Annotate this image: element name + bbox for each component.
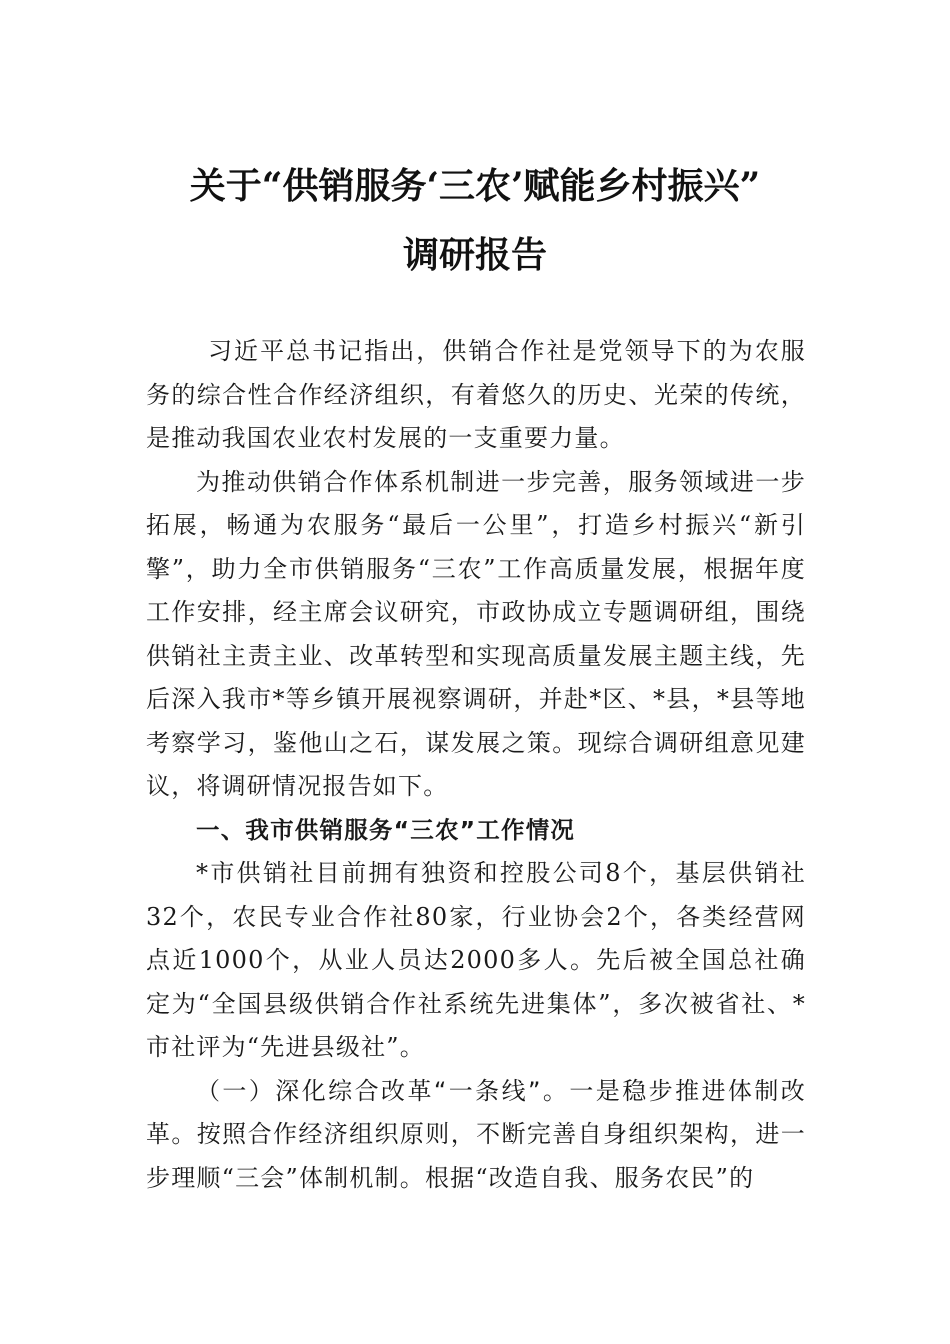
- section-heading-1: 一、我市供销服务“三农”工作情况: [196, 815, 576, 844]
- paragraph-purpose: 为推动供销合作体系机制进一步完善，服务领域进一步拓展，畅通为农服务“最后一公里”，打造乡村振兴“新引擎”，助力全市供销服务“三农”工作高质量发展，根据年度工作安排，经主席会议研究，市政协成立专题调研组，围绕供销社主责主业、改革转型和实现高质量发展主题主线，先后深入我市*等乡镇开展视察调研，并赴*区、*县，*县等地考察学习，鉴他山之石，谋发展之策。现综合调研组意见建议，将调研情况报告如下。: [146, 467, 806, 800]
- document-title-line-2: 调研报告: [402, 234, 547, 276]
- paragraph-intro: 习近平总书记指出，供销合作社是党领导下的为农服务的综合性合作经济组织，有着悠久的历史、光荣的传统，是推动我国农业农村发展的一支重要力量。: [146, 337, 806, 452]
- document-body: [146, 330, 806, 1200]
- paragraph-reform: [146, 1070, 806, 1201]
- subsection-title-1: （一）深化综合改革“一条线”。: [196, 1076, 570, 1105]
- paragraph-reform-text: 一是稳步推进体制改革。按照合作经济组织原则，不断完善自身组织架构，进一步理顺“三会”体制机制。根据“改造自我、服务农民”的: [146, 1076, 806, 1192]
- paragraph-overview: *市供销社目前拥有独资和控股公司8个，基层供销社32个，农民专业合作社80家，行业协会2个，各类经营网点近1000个，从业人员达2000多人。先后被全国总社确定为“全国县级供销合作社系统先进集体”，多次被省社、*市社评为“先进县级社”。: [146, 859, 806, 1061]
- document-title-line-1: 关于“供销服务‘三农’赋能乡村振兴”: [189, 165, 761, 207]
